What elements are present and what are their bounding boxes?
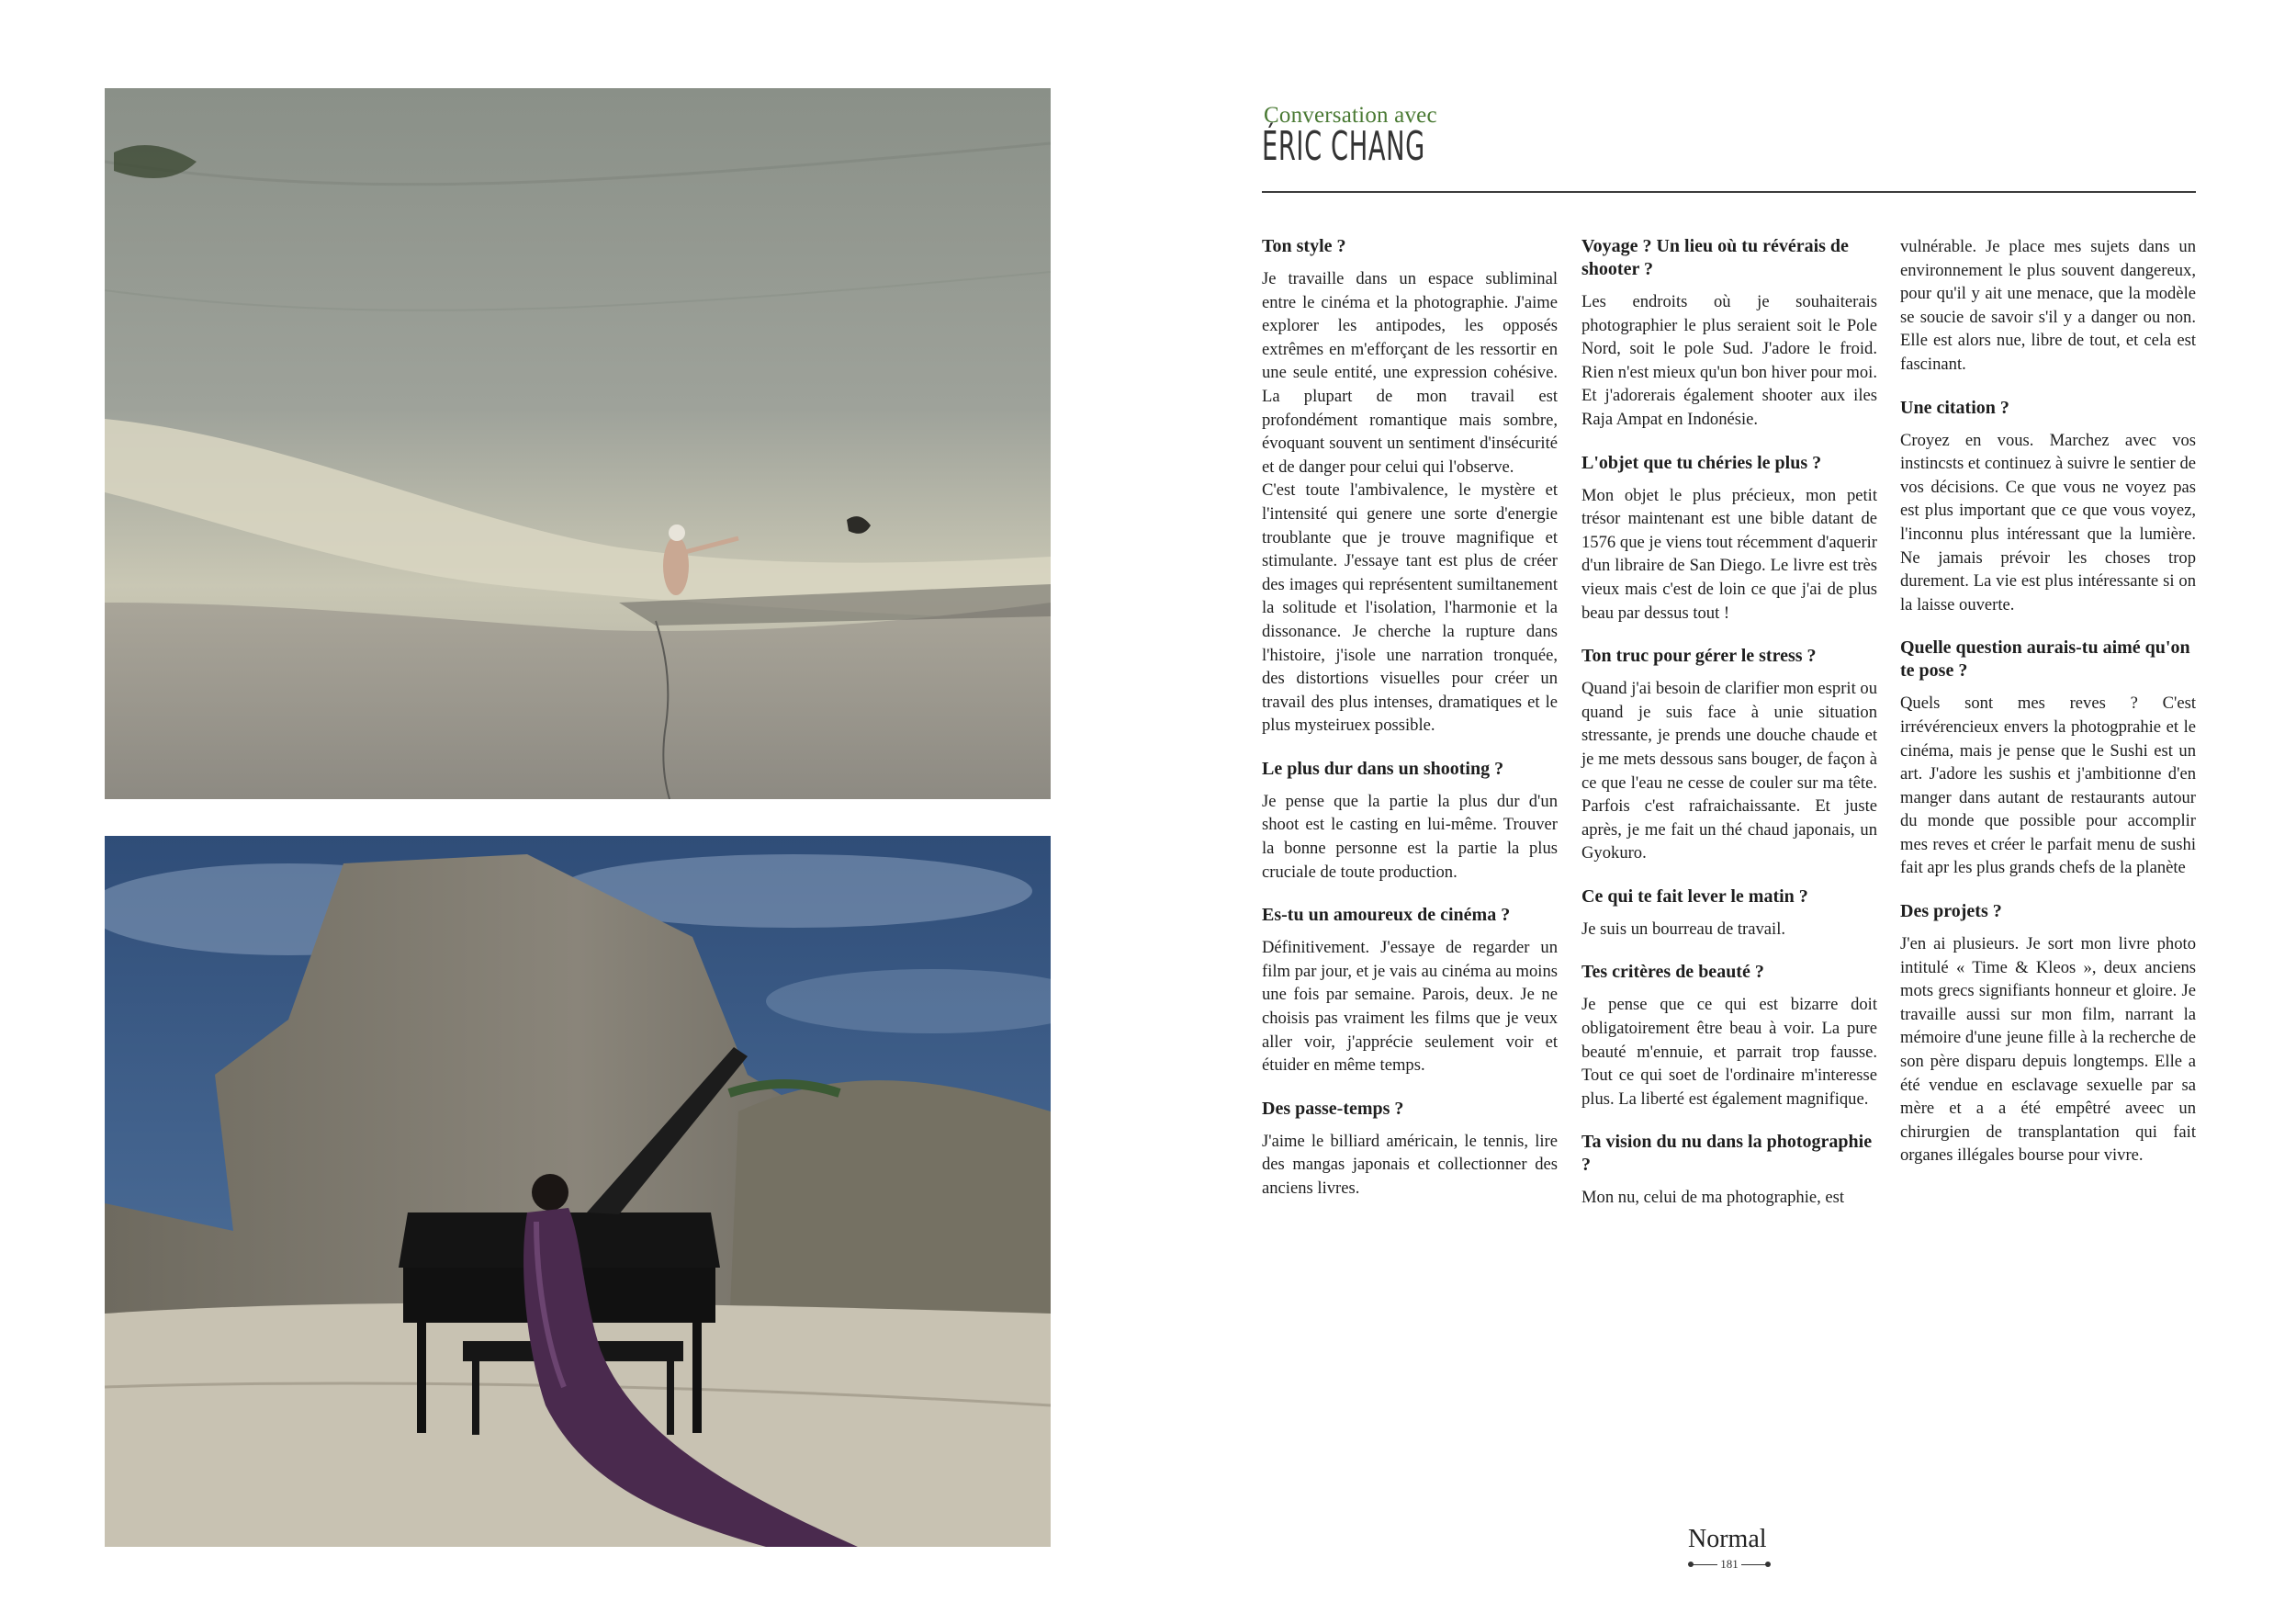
answer-paragraph: J'aime le billiard américain, le tennis, lire des mangas japonais et collectionner des anciens livres. bbox=[1262, 1131, 1558, 1198]
answer-text bbox=[1262, 1130, 1558, 1201]
answer-text bbox=[1262, 267, 1558, 738]
question-heading: Tes critères de beauté ? bbox=[1581, 962, 1764, 983]
answer-text bbox=[1900, 692, 2196, 880]
answer-text bbox=[1581, 290, 1877, 432]
question-heading: Voyage ? Un lieu où tu révérais de shooter ? bbox=[1581, 236, 1849, 279]
answer-text bbox=[1262, 790, 1558, 884]
folio-rule-right bbox=[1741, 1564, 1769, 1565]
answer-paragraph: Je suis un bourreau de travail. bbox=[1581, 919, 1786, 939]
answer-text bbox=[1581, 993, 1877, 1111]
answer-text bbox=[1581, 484, 1877, 626]
answer-text bbox=[1900, 932, 2196, 1167]
answer-paragraph: vulnérable. Je place mes sujets dans un environnement le plus souvent dangereux, pour qu'il y ait une menace, que la modèle se soucie de savoir s'il y a danger ou non. Elle est alors nue, libre de tout, et cela est fascinant. bbox=[1900, 237, 2196, 374]
answer-paragraph: Je pense que la partie la plus dur d'un shoot est le casting en lui-même. Trouver la bonne personne est la partie la plus cruciale de toute production. bbox=[1262, 791, 1558, 882]
text-column-3 bbox=[1900, 235, 2196, 1188]
interview-kicker: Conversation avec bbox=[1264, 103, 1437, 128]
answer-paragraph: Mon objet le plus précieux, mon petit trésor maintenant est une bible datant de 1576 que je viens tout récemment d'aquerir d'un libraire de San Diego. Le livre est très vieux mais c'est de loin ce que j'ai de plus beau par dessus tout ! bbox=[1581, 485, 1877, 623]
answer-text-continued bbox=[1900, 235, 2196, 377]
answer-paragraph: Je travaille dans un espace subliminal entre le cinéma et la photographie. J'aime explorer les antipodes, les opposés extrêmes en m'efforçant de les ressortir en une seule entité, une expression cohésive. La plupart de mon travail est profondément romantique mais sombre, évoquant souvent un sentiment d'insécurité et de danger pour celui qui l'observe. bbox=[1262, 269, 1558, 477]
question-heading: Ton style ? bbox=[1262, 236, 1346, 256]
answer-paragraph: Définitivement. J'essaye de regarder un film par jour, et je vais au cinéma au moins une fois par semaine. Parois, deux. Je ne choisis pas vraiment les films que je veux aller voir, j'apprécie seulement voir et étuider en même temps. bbox=[1262, 938, 1558, 1076]
question-heading: Es-tu un amoureux de cinéma ? bbox=[1262, 905, 1511, 926]
photo-quarry-pianist-image bbox=[105, 836, 1051, 1547]
answer-paragraph: Je pense que ce qui est bizarre doit obligatoirement être beau à voir. La pure beauté m'ennuie, et parrait trop fausse. Tout ce qui soet de l'ordinaire m'interesse plus. La liberté est également magnifique. bbox=[1581, 995, 1877, 1109]
answer-text bbox=[1262, 936, 1558, 1077]
answer-paragraph: Les endroits où je souhaiterais photographier le plus seraient soit le Pole Nord, soit le pole Sud. J'adore le froid. Rien n'est mieux qu'un bon hiver pour moi. Et j'adorerais également shooter aux iles Raja Ampat en Indonésie. bbox=[1581, 292, 1877, 429]
folio-rule-left bbox=[1690, 1564, 1717, 1565]
question-heading: Quelle question aurais-tu aimé qu'on te pose ? bbox=[1900, 637, 2190, 682]
magazine-brand: Normal bbox=[1688, 1525, 1767, 1553]
question-heading: Ton truc pour gérer le stress ? bbox=[1581, 646, 1817, 667]
answer-paragraph: C'est toute l'ambivalence, le mystère et l'intensité qui genere une sorte d'energie troublante que je trouve magnifique et stimulante. J'essaye tant est plus de créer des images qui représentent sumiltanement la solitude et l'isolation, l'harmonie et la dissonance. Je cherche la rupture dans l'histoire, j'isole une narration tronquée, des distortions visuelles pour créer un travail des plus intenses, dramatiques et le plus mysteiruex possible. bbox=[1262, 480, 1558, 736]
interviewee-name: ÉRIC CHANG bbox=[1262, 123, 1425, 170]
answer-text bbox=[1581, 918, 1877, 942]
answer-text bbox=[1581, 677, 1877, 865]
text-column-2 bbox=[1581, 235, 1877, 1230]
question-heading: Ce qui te fait lever le matin ? bbox=[1581, 885, 1808, 907]
answer-paragraph: Quels sont mes reves ? C'est irrévérencieux envers la photogprahie et le cinéma, mais je pense que le Sushi est un art. J'adore les sushis et j'ambitionne d'en manger dans autant de restaurants autour du monde que possible pour accomplir mes reves et créer le parfait menu de sushi fait apr les plus grands chefs de la planète bbox=[1900, 694, 2196, 878]
answer-paragraph: J'en ai plusieurs. Je sort mon livre photo intitulé « Time & Kleos », deux anciens mots grecs signifiants honneur et gloire. Je travaille aussi sur mon film, narrant la mémoire d'une jeune fille à la recherche de son père disparu depuis longtemps. Elle a été vendue en esclavage sexuelle par sa mère et a a été empêtré aveec un chirurgien de transplantation qui fait organes illégales bourse pour vivre. bbox=[1900, 934, 2196, 1166]
header-divider bbox=[1262, 191, 2196, 193]
question-heading: Le plus dur dans un shooting ? bbox=[1262, 758, 1504, 779]
photo-quarry-pianist bbox=[105, 836, 1051, 1547]
page-folio bbox=[1690, 1555, 1769, 1573]
question-heading: Une citation ? bbox=[1900, 397, 2009, 418]
answer-text bbox=[1900, 429, 2196, 617]
photo-quarry-dancer bbox=[105, 88, 1051, 799]
photo-quarry-dancer-image bbox=[105, 88, 1051, 799]
question-heading: Des projets ? bbox=[1900, 901, 2002, 922]
answer-paragraph: Croyez en vous. Marchez avec vos instincsts et continuez à suivre le sentier de vos décisions. Ce que vous ne voyez pas est plus important que ce que vous voyez, l'inconnu plus intéressant que la lumière. Ne jamais prévoir les choses trop durement. La vie est plus intéressante si on la laisse ouverte. bbox=[1900, 430, 2196, 615]
question-heading: Des passe-temps ? bbox=[1262, 1098, 1404, 1119]
answer-text bbox=[1581, 1186, 1877, 1210]
answer-paragraph: Mon nu, celui de ma photographie, est bbox=[1581, 1188, 1845, 1208]
question-heading: L'objet que tu chéries le plus ? bbox=[1581, 452, 1822, 473]
text-column-1 bbox=[1262, 235, 1558, 1221]
page-number: 181 bbox=[1720, 1557, 1739, 1571]
answer-paragraph: Quand j'ai besoin de clarifier mon esprit ou quand je suis face à unie situation stressante, je prends une douche chaude et je me mets dessous sans bouger, de façon à ce que l'eau ne cesse de couler sur ma tête. Parfois c'est rafraichaissante. Et juste après, je me fait un thé chaud japonais, un Gyokuro. bbox=[1581, 679, 1877, 863]
question-heading: Ta vision du nu dans la photographie ? bbox=[1581, 1132, 1873, 1176]
